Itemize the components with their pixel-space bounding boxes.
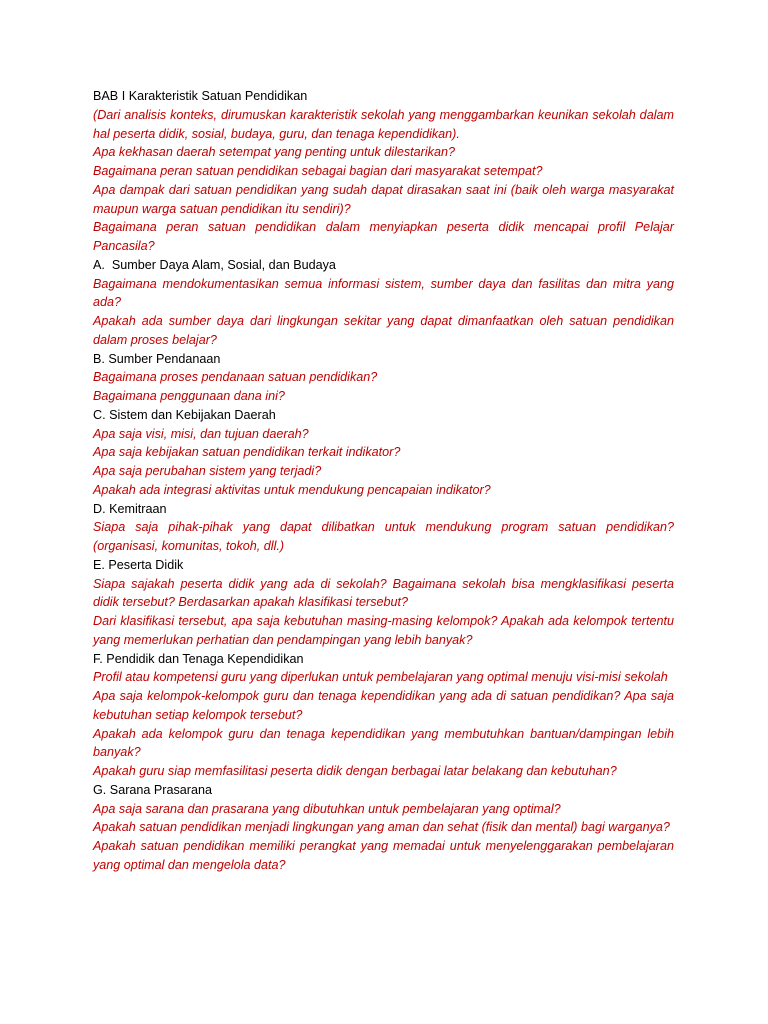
question: Siapa saja pihak-pihak yang dapat dilibatkan untuk mendukung program satuan pendidikan? (organisasi, komunitas, tokoh, dll.) [93, 520, 674, 553]
question: Apa saja kelompok-kelompok guru dan tenaga kependidikan yang ada di satuan pendidikan? Apa saja kebutuhan setiap kelompok tersebut? [93, 689, 674, 722]
section-heading-b: B. Sumber Pendanaan [93, 351, 221, 366]
question: Bagaimana peran satuan pendidikan dalam menyiapkan peserta didik mencapai profil Pelajar Pancasila? [93, 220, 674, 253]
chapter-title: BAB I Karakteristik Satuan Pendidikan [93, 89, 308, 103]
section-heading-a: A. Sumber Daya Alam, Sosial, dan Budaya [93, 257, 336, 272]
question: Apakah ada sumber daya dari lingkungan sekitar yang dapat dimanfaatkan oleh satuan pendidikan dalam proses belajar? [93, 314, 674, 347]
question: Apakah guru siap memfasilitasi peserta didik dengan berbagai latar belakang dan kebutuhan? [93, 764, 617, 778]
question: Profil atau kompetensi guru yang diperlukan untuk pembelajaran yang optimal menuju visi-misi sekolah [93, 670, 668, 685]
chapter-intro: (Dari analisis konteks, dirumuskan karakteristik sekolah yang menggambarkan keunikan sekolah dalam hal peserta didik, sosial, budaya, guru, dan tenaga kependidikan). [93, 107, 674, 141]
section-heading-c: C. Sistem dan Kebijakan Daerah [93, 407, 276, 422]
document-page [93, 87, 674, 875]
question: Apakah ada integrasi aktivitas untuk mendukung pencapaian indikator? [93, 482, 491, 497]
section-heading-g: G. Sarana Prasarana [93, 782, 213, 797]
question: Bagaimana peran satuan pendidikan sebagai bagian dari masyarakat setempat? [93, 164, 543, 178]
question: Bagaimana penggunaan dana ini? [93, 389, 285, 403]
question: Apakah satuan pendidikan menjadi lingkungan yang aman dan sehat (fisik dan mental) bagi warganya? [93, 820, 670, 835]
question: Apa saja perubahan sistem yang terjadi? [93, 464, 322, 478]
question: Siapa sajakah peserta didik yang ada di sekolah? Bagaimana sekolah bisa mengklasifikasi peserta didik tersebut? Berdasarkan apakah klasifikasi tersebut? [93, 576, 674, 610]
question: Bagaimana mendokumentasikan semua informasi sistem, sumber daya dan fasilitas dan mitra yang ada? [93, 276, 674, 310]
question: Apa kekhasan daerah setempat yang penting untuk dilestarikan? [93, 145, 455, 160]
question: Dari klasifikasi tersebut, apa saja kebutuhan masing-masing kelompok? Apakah ada kelompok tertentu yang memerlukan perhatian dan pendampingan yang lebih banyak? [93, 614, 674, 647]
question: Apa saja sarana dan prasarana yang dibutuhkan untuk pembelajaran yang optimal? [93, 801, 561, 816]
question: Bagaimana proses pendanaan satuan pendidikan? [93, 370, 378, 385]
section-heading-e: E. Peserta Didik [93, 557, 184, 572]
question: Apakah ada kelompok guru dan tenaga kependidikan yang membutuhkan bantuan/dampingan lebih banyak? [93, 726, 674, 760]
question: Apa saja visi, misi, dan tujuan daerah? [93, 426, 309, 441]
question: Apa dampak dari satuan pendidikan yang sudah dapat dirasakan saat ini (baik oleh warga masyarakat maupun warga satuan pendidikan itu sendiri)? [93, 182, 674, 216]
section-heading-f: F. Pendidik dan Tenaga Kependidikan [93, 651, 304, 666]
question: Apakah satuan pendidikan memiliki perangkat yang memadai untuk menyelenggarakan pembelajaran yang optimal dan mengelola data? [93, 839, 674, 872]
section-heading-d: D. Kemitraan [93, 501, 167, 516]
question: Apa saja kebijakan satuan pendidikan terkait indikator? [93, 445, 401, 460]
